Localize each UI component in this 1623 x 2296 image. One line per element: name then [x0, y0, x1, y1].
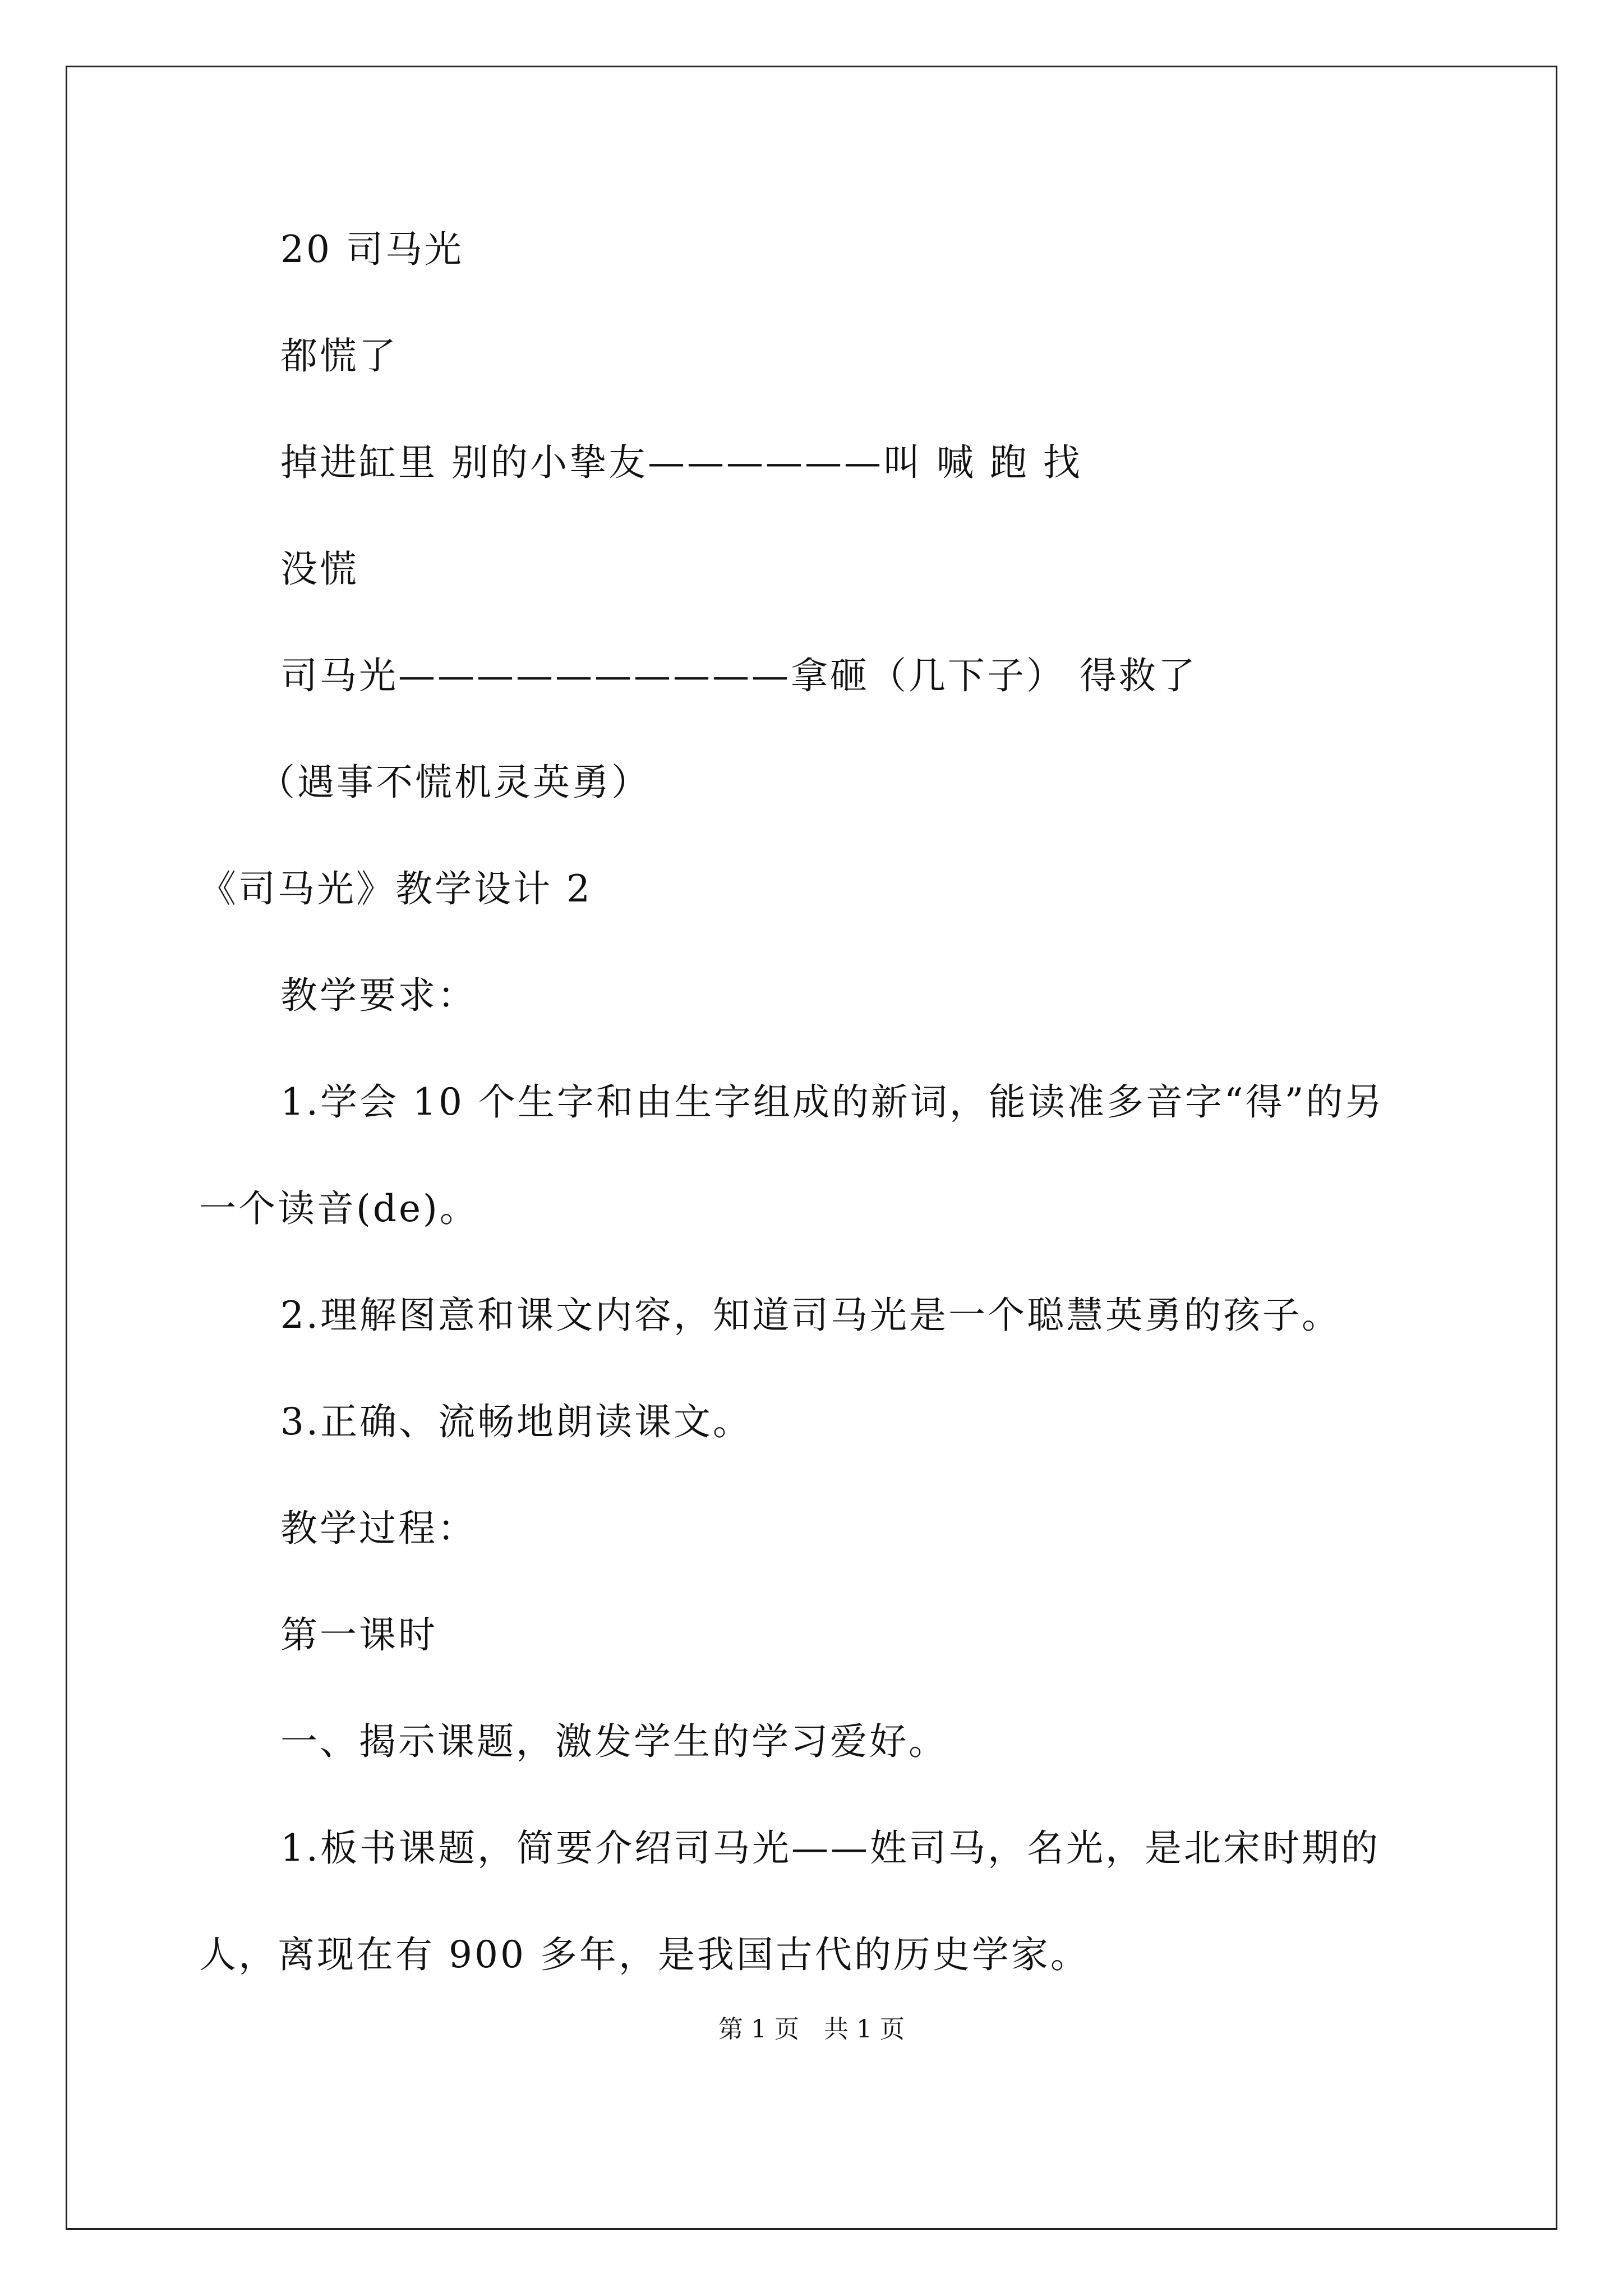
text-line-3: 掉进缸里 别的小挚友——————叫 喊 跑 找 [280, 441, 1082, 484]
page-footer: 第 1 页 共 1 页 [718, 2015, 905, 2044]
text-line-15: 一、揭示课题，激发学生的学习爱好。 [280, 1720, 948, 1763]
text-line-9: 1.学会 10 个生字和由生字组成的新词，能读准多音字“得”的另 [280, 1080, 1385, 1124]
text-line-13: 教学过程： [280, 1507, 477, 1550]
text-line-5: 司马光——————————拿砸（几下子） 得救了 [280, 654, 1197, 697]
text-line-11: 2.理解图意和课文内容，知道司马光是一个聪慧英勇的孩子。 [280, 1294, 1341, 1337]
text-line-6: （遇事不慌机灵英勇） [258, 761, 651, 804]
page-frame [66, 66, 1557, 2230]
text-line-12: 3.正确、流畅地朗读课文。 [280, 1400, 752, 1443]
text-line-8: 教学要求： [280, 974, 477, 1017]
section-heading: 《司马光》教学设计 2 [199, 867, 592, 910]
text-line-16: 1.板书课题，简要介绍司马光——姓司马，名光，是北宋时期的 [280, 1826, 1380, 1870]
text-line-10: 一个读音(de)。 [199, 1187, 479, 1230]
text-line-1: 20 司马光 [280, 228, 464, 271]
text-line-2: 都慌了 [280, 334, 398, 378]
text-line-4: 没慌 [280, 547, 359, 591]
text-line-14: 第一课时 [280, 1613, 437, 1657]
text-line-17: 人，离现在有 900 多年，是我国古代的历史学家。 [199, 1933, 1090, 1976]
